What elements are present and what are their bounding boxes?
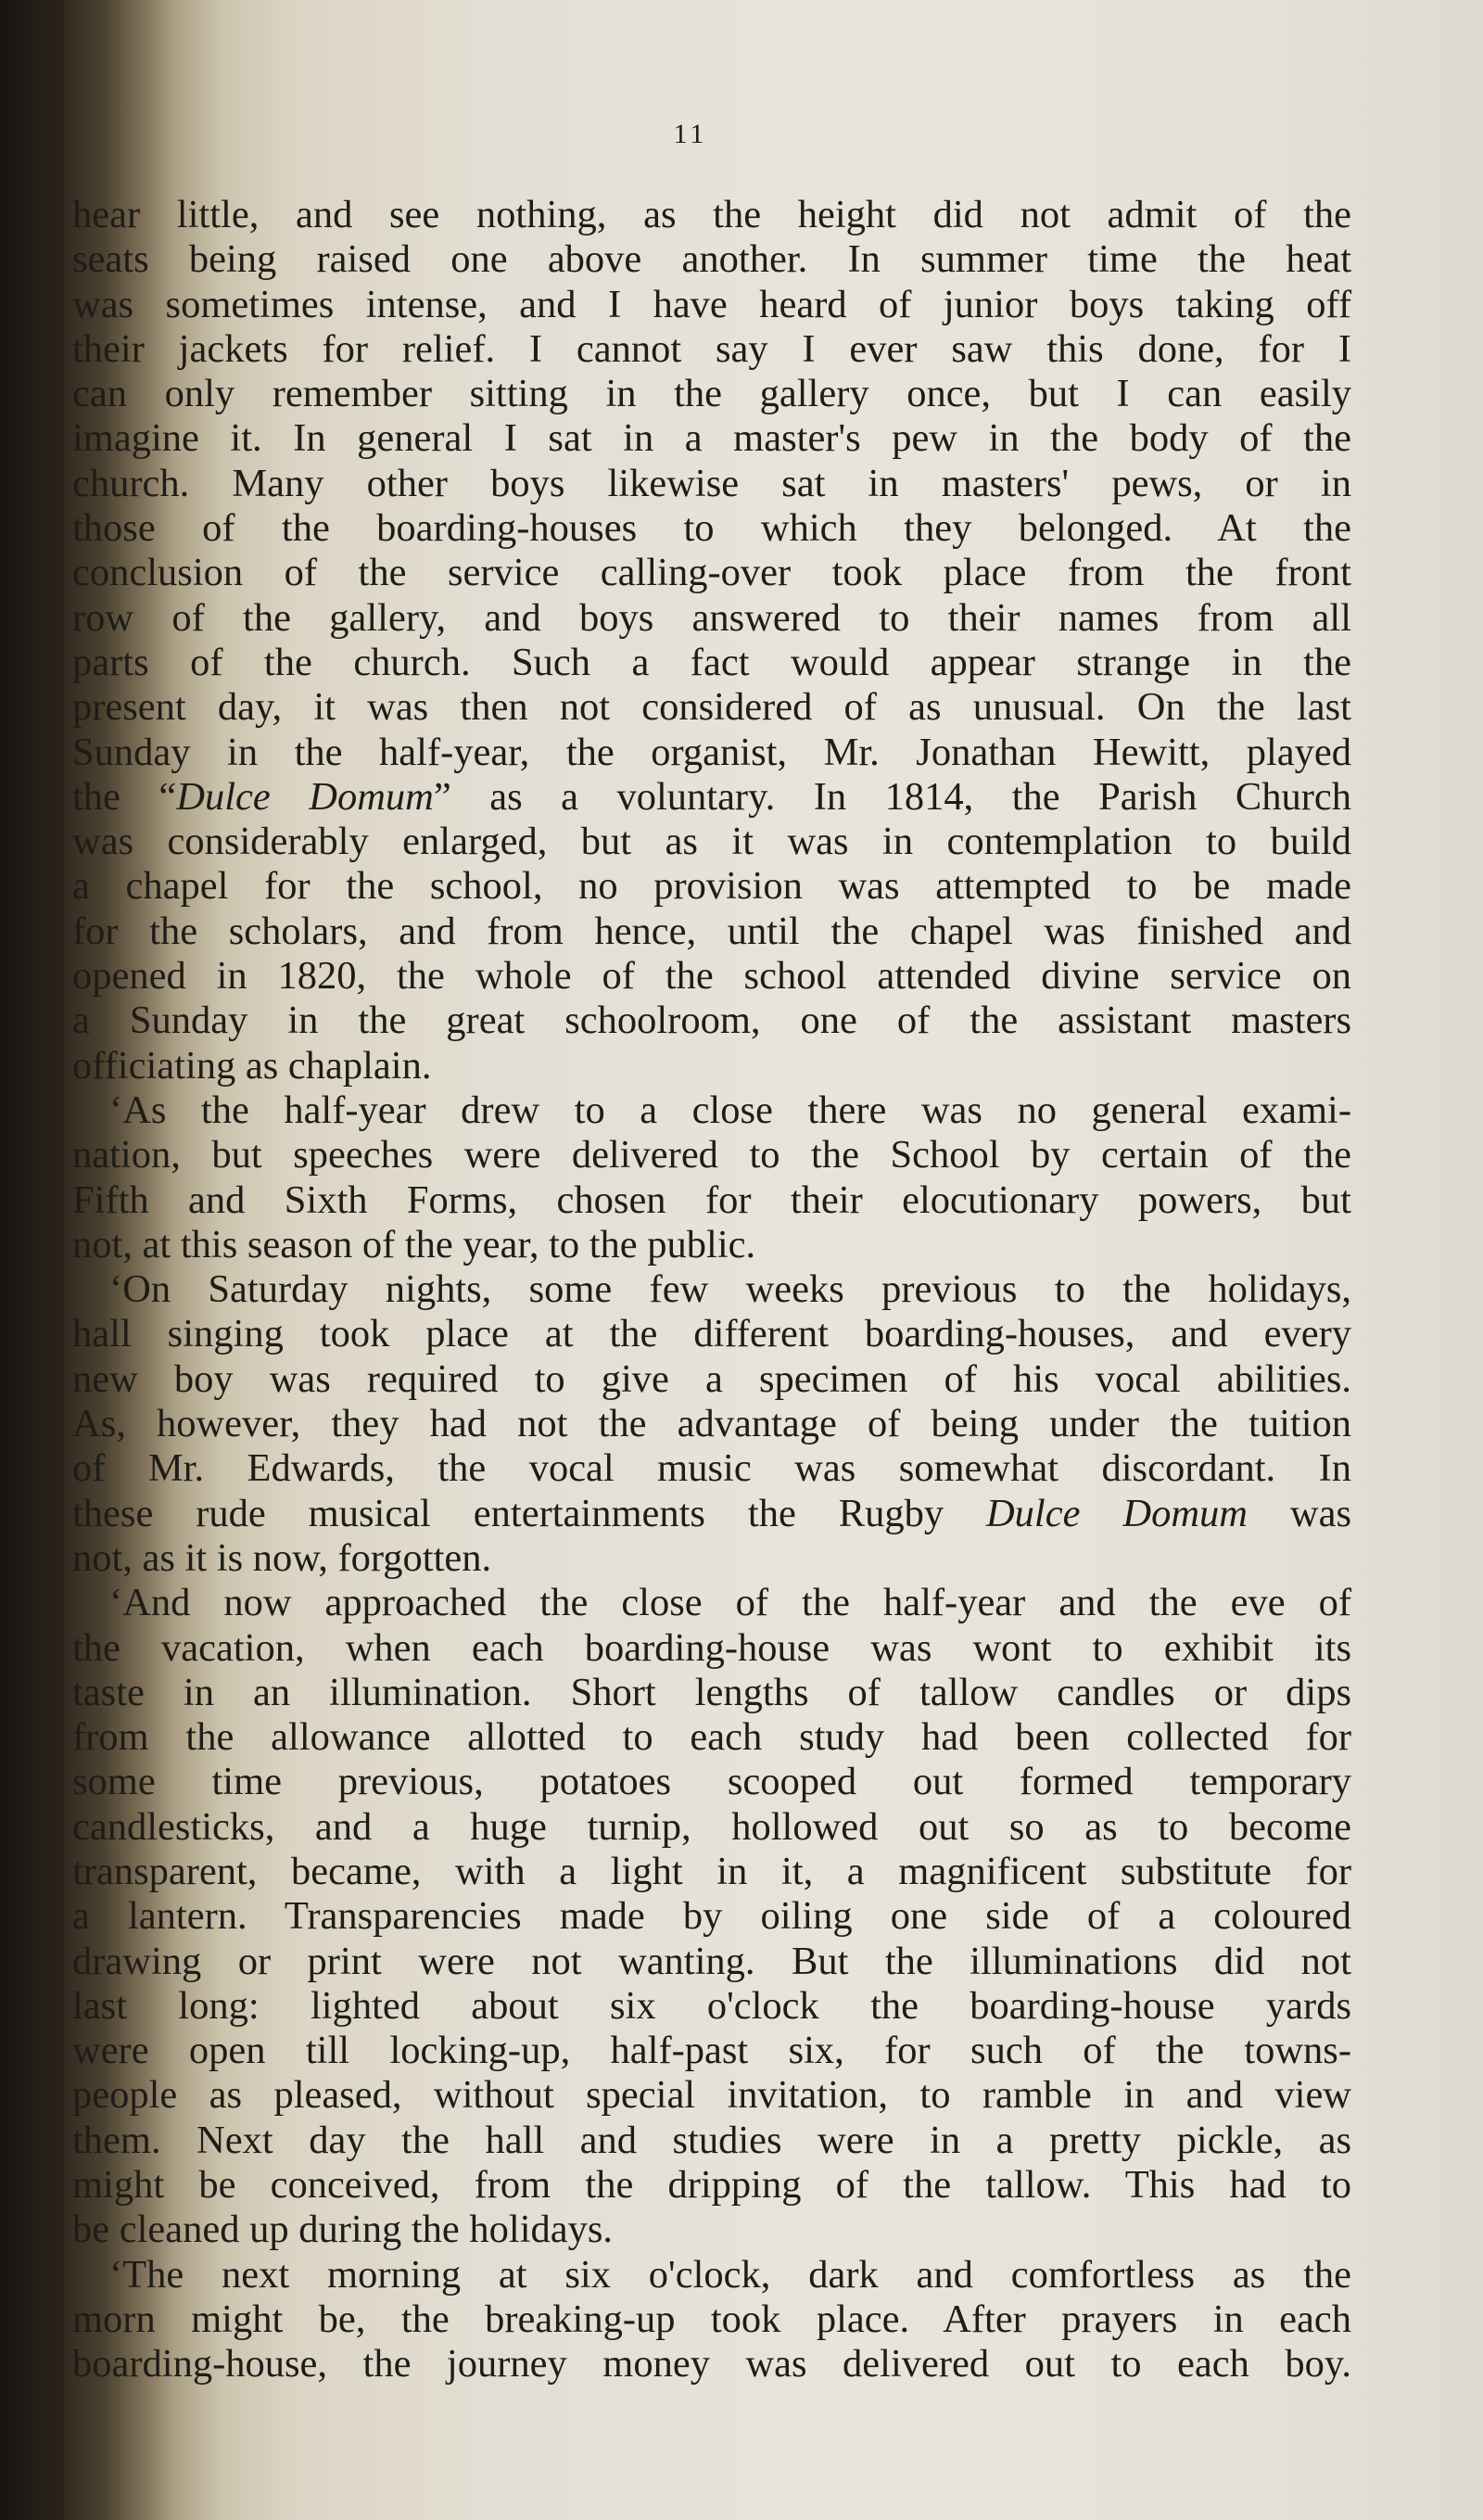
text-line: a chapel for the school, no provision was attempted to be made [72,864,1351,909]
text-line: transparent, became, with a light in it, a magnificent substitute for [72,1849,1351,1893]
text-line: nation, but speeches were delivered to the School by certain of the [72,1133,1351,1177]
text-line: conclusion of the service calling-over took place from the front [72,551,1351,595]
text-line: taste in an illumination. Short lengths of tallow candles or dips [72,1670,1351,1714]
page-number: 11 [673,119,708,149]
text-line: ‘As the half-year drew to a close there was no general exami- [109,1088,1351,1132]
text-line: morn might be, the breaking-up took place. After prayers in each [72,2297,1351,2341]
text-line: drawing or print were not wanting. But the illuminations did not [72,1939,1351,1983]
text-line: people as pleased, without special invitation, to ramble in and view [72,2073,1351,2118]
text-line: these rude musical entertainments the Rugby Dulce Domum was [72,1491,1351,1535]
text-line: present day, it was then not considered of as unusual. On the last [72,685,1351,730]
text-line: can only remember sitting in the gallery once, but I can easily [72,372,1351,416]
text-line: the vacation, when each boarding-house was wont to exhibit its [72,1625,1351,1670]
text-line: was sometimes intense, and I have heard of junior boys taking off [72,282,1351,326]
text-line: church. Many other boys likewise sat in masters' pews, or in [72,461,1351,505]
text-line: not, at this season of the year, to the public. [72,1222,756,1266]
text-line: imagine it. In general I sat in a master's pew in the body of the [72,416,1351,461]
text-line: of Mr. Edwards, the vocal music was somewhat discordant. In [72,1446,1351,1491]
text-line: their jackets for relief. I cannot say I ever saw this done, for I [72,326,1351,371]
text-line: last long: lighted about six o'clock the boarding-house yards [72,1983,1351,2028]
text-line: row of the gallery, and boys answered to their names from all [72,595,1351,640]
text-line: were open till locking-up, half-past six, for such of the towns- [72,2029,1351,2073]
text-line: ‘And now approached the close of the half-year and the eve of [109,1581,1351,1625]
text-line: Fifth and Sixth Forms, chosen for their elocutionary powers, but [72,1177,1351,1222]
text-line: for the scholars, and from hence, until the chapel was finished and [72,909,1351,953]
text-line: the “Dulce Domum” as a voluntary. In 1814, the Parish Church [72,774,1351,819]
book-gutter-shadow [0,0,65,2520]
text-line: hear little, and see nothing, as the height did not admit of the [72,193,1351,236]
text-line: As, however, they had not the advantage of being under the tuition [72,1402,1351,1446]
text-line: be cleaned up during the holidays. [72,2208,614,2252]
italic-title: Dulce Domum [985,1491,1248,1535]
text-line: opened in 1820, the whole of the school attended divine service on [72,954,1351,999]
text-line: seats being raised one above another. In summer time the heat [72,237,1351,282]
body-text [72,193,1351,2387]
text-line: ‘On Saturday nights, some few weeks previous to the holidays, [109,1267,1351,1312]
text-line: some time previous, potatoes scooped out formed temporary [72,1760,1351,1804]
text-line: those of the boarding-houses to which they belonged. At the [72,506,1351,551]
text-line: a lantern. Transparencies made by oiling one side of a coloured [72,1894,1351,1939]
text-line: a Sunday in the great schoolroom, one of the assistant masters [72,999,1351,1043]
text-line: from the allowance allotted to each study had been collected for [72,1715,1351,1760]
italic-title: Dulce Domum [176,774,434,819]
text-line: hall singing took place at the different boarding-houses, and every [72,1312,1351,1356]
text-line: candlesticks, and a huge turnip, hollowed out so as to become [72,1804,1351,1849]
text-line: new boy was required to give a specimen of his vocal abilities. [72,1356,1351,1401]
text-line: boarding-house, the journey money was delivered out to each boy. [72,2342,1351,2386]
text-line: Sunday in the half-year, the organist, Mr. Jonathan Hewitt, played [72,730,1351,774]
text-line: them. Next day the hall and studies were in a pretty pickle, as [72,2118,1351,2162]
text-line: ‘The next morning at six o'clock, dark and comfortless as the [109,2252,1351,2297]
text-line: might be conceived, from the dripping of the tallow. This had to [72,2163,1351,2208]
text-line: parts of the church. Such a fact would appear strange in the [72,640,1351,684]
text-line: was considerably enlarged, but as it was in contemplation to build [72,820,1351,864]
text-line: not, as it is now, forgotten. [72,1535,492,1580]
text-line: officiating as chaplain. [72,1043,432,1088]
